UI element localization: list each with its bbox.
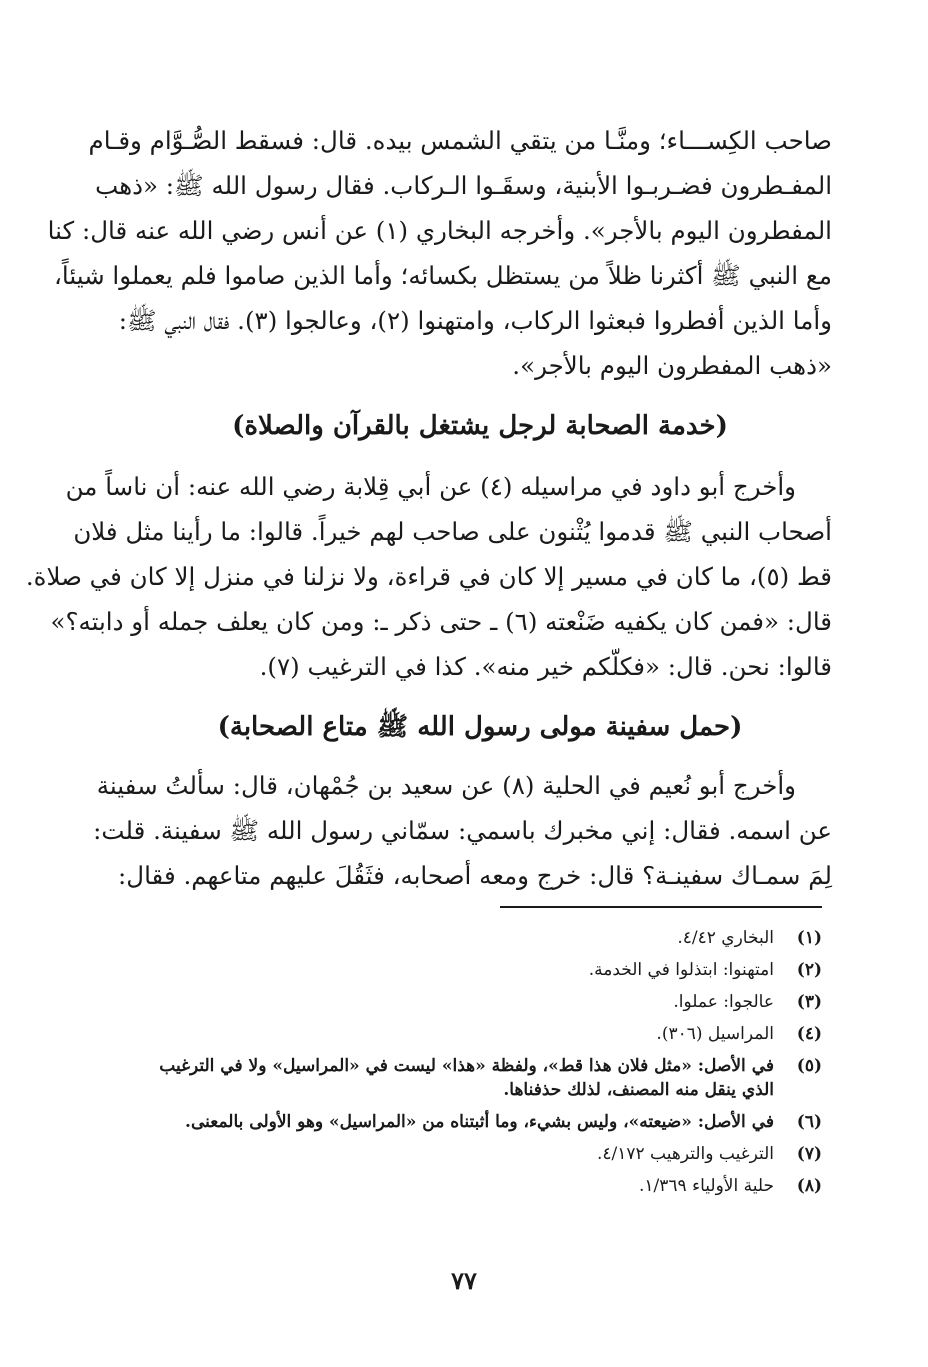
footnote-number: (٢) [796, 960, 822, 980]
text-line: عن اسمه. فقال: إني مخبرك باسمي: سمّاني رسول الله ﷺ سفينة. قلت: [93, 816, 832, 845]
text-line: وأخرج أبو داود في مراسيله (٤) عن أبي قِلابة رضي الله عنه: أن ناساً من [65, 472, 796, 501]
text-line: مع النبي ﷺ أكثرنا ظلاً من يستظل بكسائه؛ وأما الذين صاموا فلم يعملوا شيئاً، [53, 261, 832, 290]
text-line: أصحاب النبي ﷺ قدموا يُثْنون على صاحب لهم خيراً. قالوا: ما رأينا مثل فلان [73, 517, 832, 546]
footnote-number: (٨) [796, 1176, 822, 1196]
footnote-number: (٤) [796, 1024, 822, 1044]
footnote-item [130, 990, 822, 1014]
text-line: وأخرج أبو نُعيم في الحلية (٨) عن سعيد بن جُمْهان، قال: سألتُ سفينة [96, 771, 796, 800]
text-line: وأما الذين أفطروا فبعثوا الركاب، وامتهنوا (٢)، وعالجوا (٣). فقال النبي ﷺ: [118, 306, 832, 335]
footnote-text: عالجوا: عملوا. [673, 992, 774, 1012]
text-line: المفـطرون فضـربـوا الأبنية، وسقَـوا الـركاب. فقال رسول الله ﷺ: «ذهب [95, 171, 832, 200]
text-line: لِمَ سمـاك سفينـة؟ قال: خرج ومعه أصحابه، فثَقُلَ عليهم متاعهم. فقال: [118, 861, 832, 890]
footnote-item [130, 1054, 822, 1102]
footnote-item [130, 926, 822, 950]
footnote-text: البخاري ٤/٤٢. [677, 928, 774, 948]
footnote-number: (٣) [796, 992, 822, 1012]
footnote-number: (٥) [796, 1056, 822, 1076]
page-number: ٧٧ [451, 1266, 477, 1295]
paragraph-1 [47, 118, 832, 388]
text-line: قال: «فمن كان يكفيه ضَنْعته (٦) ـ حتى ذكر ـ: ومن كان يعلف جمله أو دابته؟» [50, 607, 832, 636]
footnote-text: امتهنوا: ابتذلوا في الخدمة. [588, 960, 774, 980]
text-line: صاحب الكِســـاء؛ ومنَّـا من يتقي الشمس بيده. قال: فسقط الصُّـوَّام وقـام [88, 126, 832, 155]
footnote-item [130, 1110, 822, 1134]
footnotes [130, 926, 822, 1206]
footnote-separator [500, 906, 822, 908]
footnote-item [130, 1022, 822, 1046]
footnote-item [130, 1142, 822, 1166]
footnote-item [130, 1174, 822, 1198]
text-line: قالوا: نحن. قال: «فكلّكم خير منه». كذا في الترغيب (٧). [259, 652, 832, 681]
section-heading-2: (حمل سفينة مولى رسول الله ﷺ متاع الصحابة) [217, 712, 743, 742]
paragraph-3 [93, 763, 832, 898]
footnote-text: المراسيل (٣٠٦). [656, 1024, 774, 1044]
footnote-text: في الأصل: «مثل فلان هذا قط»، ولفظة «هذا» ليست في «المراسيل» ولا في الترغيب الذي ينقل منه المصنف، لذلك حذفناها. [159, 1056, 774, 1100]
footnote-number: (١) [796, 928, 822, 948]
text-line: قط (٥)، ما كان في مسير إلا كان في قراءة، ولا نزلنا في منزل إلا كان في صلاة. [25, 562, 832, 591]
text-line: «ذهب المفطرون اليوم بالأجر». [512, 351, 832, 380]
section-heading-1: (خدمة الصحابة لرجل يشتغل بالقرآن والصلاة) [232, 411, 728, 441]
text-line: المفطرون اليوم بالأجر». وأخرجه البخاري (١) عن أنس رضي الله عنه قال: كنا [47, 216, 832, 245]
footnote-number: (٦) [796, 1112, 822, 1132]
footnote-item [130, 958, 822, 982]
paragraph-2 [25, 464, 832, 689]
footnote-text: الترغيب والترهيب ٤/١٧٢. [596, 1144, 774, 1164]
footnote-number: (٧) [796, 1144, 822, 1164]
footnote-text: في الأصل: «ضيعته»، وليس بشيء، وما أثبتناه من «المراسيل» وهو الأولى بالمعنى. [185, 1112, 774, 1132]
footnote-text: حلية الأولياء ١/٣٦٩. [639, 1176, 774, 1196]
main-text [25, 118, 832, 898]
